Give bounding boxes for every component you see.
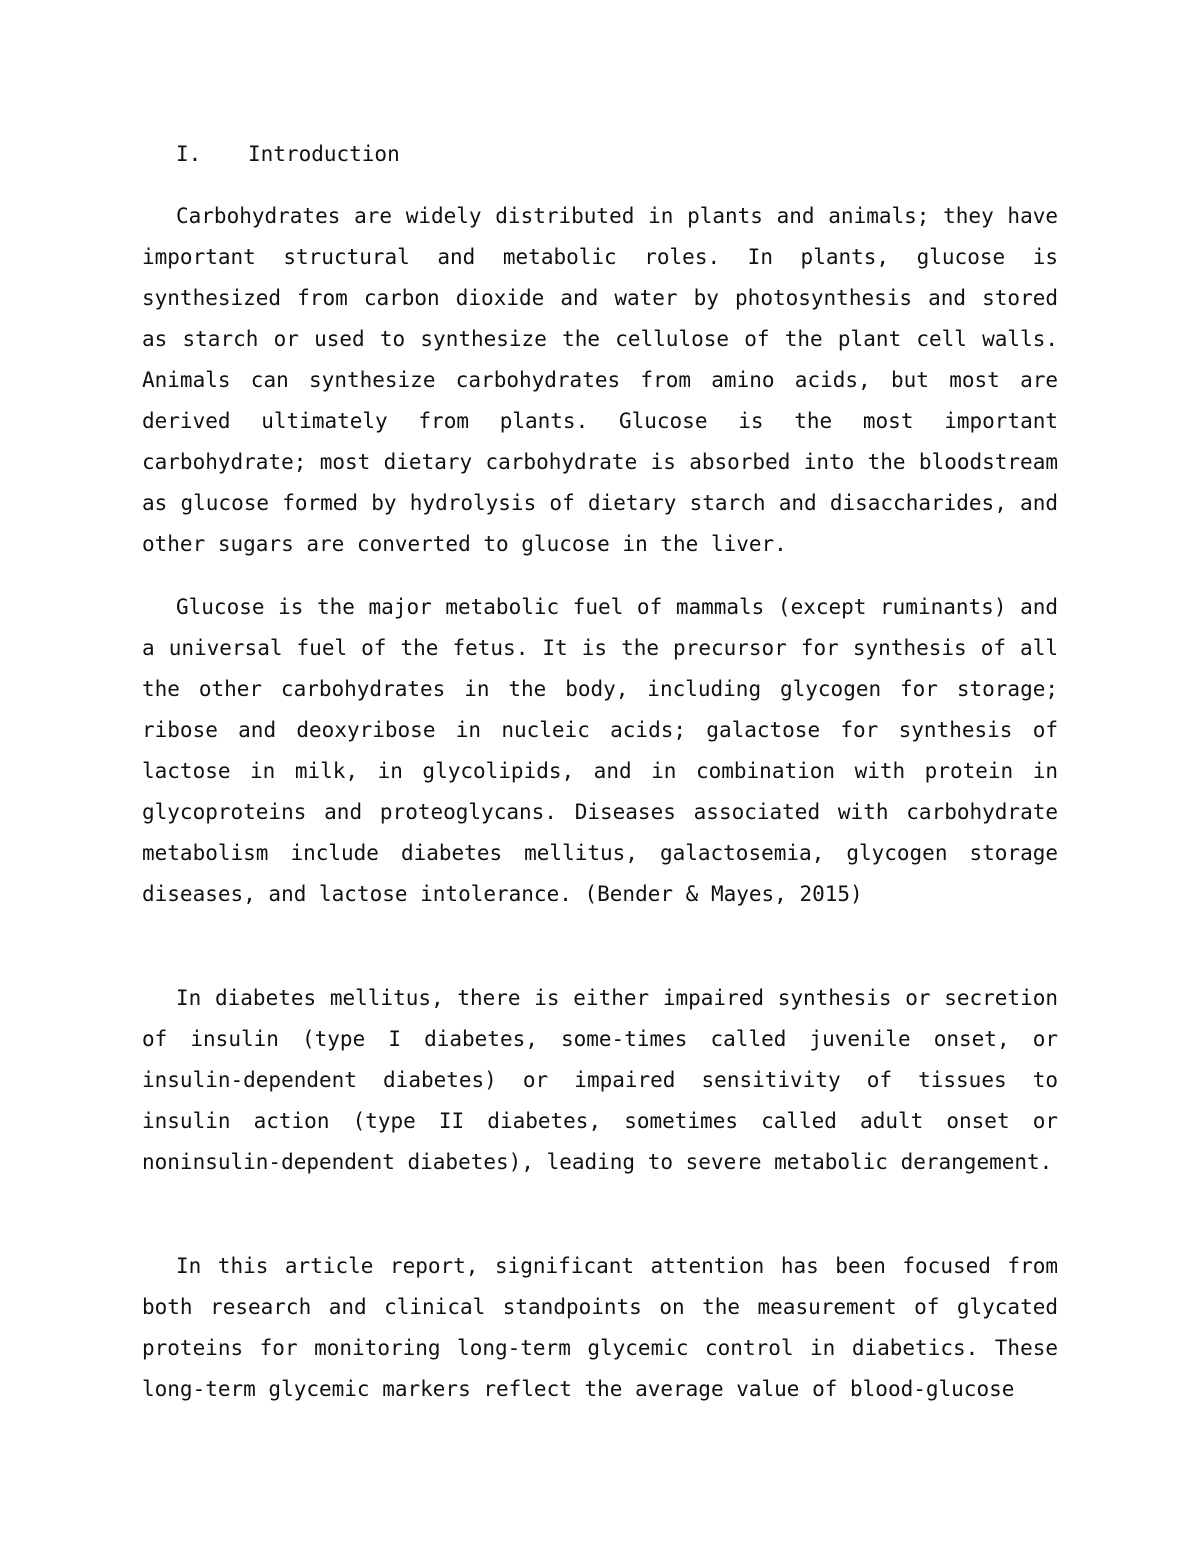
paragraph-article-report: In this article report, significant attention has been focused from both research and clinical standpoints on the measurement of glycated proteins for monitoring long-term glycemic control in diabetics. These long-term glycemic markers reflect the average value of blood-glucose bbox=[142, 1254, 1058, 1401]
paragraph-diabetes: In diabetes mellitus, there is either impaired synthesis or secretion of insulin (type I diabetes, some-times called juvenile onset, or insulin-dependent diabetes) or impaired sensitivity of tissues to insulin action (type II diabetes, sometimes called adult onset or noninsulin-dependent diabetes), leading to severe metabolic derangement. bbox=[142, 986, 1058, 1174]
section-heading bbox=[176, 139, 400, 169]
section-title: Introduction bbox=[248, 142, 400, 166]
section-number: I. bbox=[176, 142, 202, 166]
paragraph-glucose: Glucose is the major metabolic fuel of mammals (except ruminants) and a universal fuel of the fetus. It is the precursor for synthesis of all the other carbohydrates in the body, including glycogen for storage; ribose and deoxyribose in nucleic acids; galactose for synthesis of lactose in milk, in glycolipids, and in combination with protein in glycoproteins and proteoglycans. Diseases associated with carbohydrate metabolism include diabetes mellitus, galactosemia, glycogen storage diseases, and lactose intolerance. (Bender & Mayes, 2015) bbox=[142, 595, 1058, 906]
paragraph-carbohydrates: Carbohydrates are widely distributed in plants and animals; they have important structural and metabolic roles. In plants, glucose is synthesized from carbon dioxide and water by photosynthesis and stored as starch or used to synthesize the cellulose of the plant cell walls. Animals can synthesize carbohydrates from amino acids, but most are derived ultimately from plants. Glucose is the most important carbohydrate; most dietary carbohydrate is absorbed into the bloodstream as glucose formed by hydrolysis of dietary starch and disaccharides, and other sugars are converted to glucose in the liver. bbox=[142, 204, 1058, 556]
